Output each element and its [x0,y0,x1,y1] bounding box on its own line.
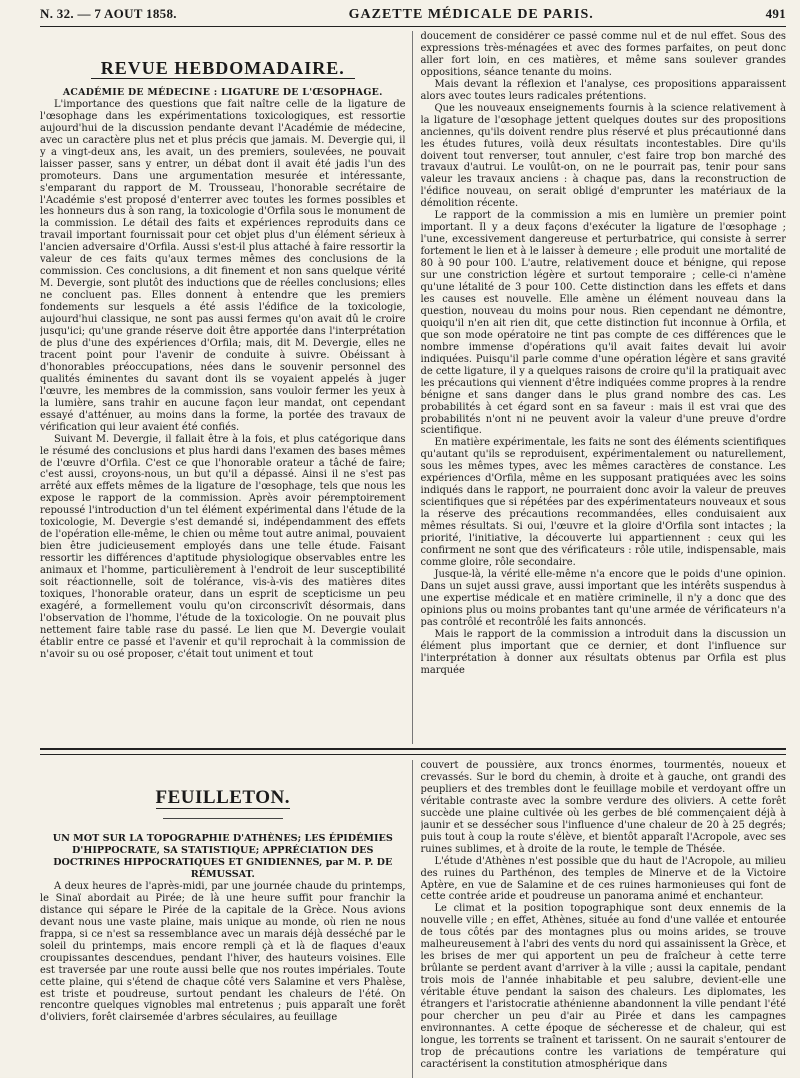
revue-paragraph: L'importance des questions que fait naître celle de la ligature de l'œsophage dans les expérimentations toxicologiques, est ressortie aujourd'hui de la discussion pendante devant l'Académie de médecine, avec un caractère plus net et plus précis que jamais. M. Devergie qui, il y a vingt-deux ans, les avait, un des premiers, soulevées, ne pouvait laisser passer, sans y entrer, un débat dont il avait été jadis l'un des promoteurs. Dans une argumentation mesurée et intéressante, s'emparant du rapport de M. Trousseau, l'honorable secrétaire de l'Académie s'est proposé d'enterrer avec toutes les formes possibles et les honneurs dus à son rang, la toxicologie d'Orfila sous le monument de la commission. Le détail des faits et expériences reproduits dans ce travail important fournissait pour cet objet plus d'un élément sérieux à l'ancien adversaire d'Orfila. Aussi s'est-il plus attaché à faire ressortir la valeur de ces faits qu'aux termes mêmes des conclusions de la commission. Ces conclusions, a dit finement et non sans quelque vérité M. Devergie, sont plutôt des inductions que de réelles conclusions; elles ne concluent pas. Elles donnent à entendre que les premiers fondements sur lesquels a été assis l'édifice de la toxicologie, aujourd'hui classique, ne sont pas aussi fermes qu'on avait dû le croire jusqu'ici; qu'une grande réserve doit être apportée dans l'interprétation de plus d'une des expériences d'Orfila; mais, dit M. Devergie, elles ne tracent point pour l'avenir de conduite à suivre. Obéissant à d'honorables préoccupations, nées dans le souvenir personnel des qualités éminentes du savant dont ils se voyaient appelés à juger l'œuvre, les membres de la commission, sans vouloir fermer les yeux à la lumière, sans trahir en aucune façon leur mandat, ont cependant essayé d'atténuer, au moins dans la forme, la portée des travaux de vérification qui leur avaient été confiés. [40,98,406,433]
revue-paragraph: Suivant M. Devergie, il fallait être à la fois, et plus catégorique dans le résumé des conclusions et plus hardi dans l'examen des bases mêmes de l'œuvre d'Orfila. C'est ce que l'honorable orateur a tâché de faire; c'est aussi, croyons-nous, un but qu'il a dépassé. Ainsi il ne s'est pas arrêté aux effets mêmes de la ligature de l'œsophage, tels que nous les expose le rapport de la commission. Après avoir péremptoirement repoussé l'introduction d'un tel élément expérimental dans l'étude de la toxicologie, M. Devergie s'est demandé si, indépendamment des effets de l'opération elle-même, le chien ou même tout autre animal, pouvaient bien être judicieusement employés dans une telle étude. Faisant ressortir les différences d'aptitude physiologique observables entre les animaux et l'homme, particulièrement à l'endroit de leur susceptibilité soit réactionnelle, soit de tolérance, vis-à-vis des matières dites toxiques, l'honorable orateur, dans un esprit de scepticisme un peu exagéré, a formellement voulu qu'on circonscrivît désormais, dans l'observation de l'homme, l'étude de la toxicologie. On ne pouvait plus nettement faire table rase du passé. Le lien que M. Devergie voulait établir entre ce passé et l'avenir et qu'il reprochait à la commission de n'avoir su ou osé proposer, c'était tout uniment et tout [40,433,406,660]
revue-paragraph: Mais le rapport de la commission a introduit dans la discussion un élément plus important que ce dernier, et dont l'influence sur l'interprétation à donner aux résultats obtenus par Orfila est plus marquée [420,628,786,676]
revue-paragraph: Jusque-là, la vérité elle-même n'a encore que le poids d'une opinion. Dans un sujet aussi grave, aussi important que les intérêts suspendus à une expertise médicale et en matière criminelle, il n'y a donc que des opinions plus ou moins probantes tant qu'une armée de vérificateurs n'a pas contrôlé et recontrôlé les faits annoncés. [420,568,786,628]
revue-paragraph: En matière expérimentale, les faits ne sont des éléments scientifiques qu'autant qu'ils se reproduisent, expérimentalement ou naturellement, sous les mêmes types, avec les mêmes caractères de constance. Les expériences d'Orfila, même en les supposant pratiquées avec les soins indiqués dans le rapport, ne pourraient donc avoir la valeur de preuves scientifiques que si répétées par des expérimentateurs nouveaux et sous la réserve des précautions recommandées, elles conduisaient aux mêmes résultats. Si oui, l'œuvre et la gloire d'Orfila sont intactes ; la priorité, l'initiative, la découverte lui appartiennent : ceux qui les confirment ne sont que des vérificateurs : rôle utile, indispensable, mais comme gloire, rôle secondaire. [420,437,786,568]
issue-date: N. 32. — 7 AOUT 1858. [40,6,177,21]
page-number: 491 [765,6,786,21]
feuilleton-paragraph: Le climat et la position topographique sont deux ennemis de la nouvelle ville ; en effet, Athènes, située au fond d'une vallée et entourée de tous côtés par des montagnes plus ou moins arides, se trouve malheureusement à l'abri des vents du nord qui assainissent la Grèce, et les brises de mer qui apportent un peu de fraîcheur à cette terre brûlante se perdent avant d'arriver à la ville ; aussi la capitale, pendant trois mois de l'année inhabitable et peu salubre, devient-elle une véritable étuve pendant la saison des chaleurs. Les diplomates, les étrangers et l'aristocratie athénienne abandonnent la ville pendant l'été pour chercher un peu d'air au Pirée et dans les campagnes environnantes. A cette époque de sécheresse et de chaleur, qui est longue, les torrents se traînent et tarissent. On ne saurait s'entourer de trop de précautions contre les variations de température qui caractérisent la constitution atmosphérique dans [420,903,786,1070]
feuilleton-paragraph: L'étude d'Athènes n'est possible que du haut de l'Acropole, au milieu des ruines du Parthénon, des temples de Minerve et de la Victoire Aptère, en vue de Salamine et de ces ruines harmonieuses qui font de cette contrée aride et poudreuse un panorama animé et enchanteur. [420,855,786,903]
revue-title: REVUE HEBDOMADAIRE. [40,63,406,75]
revue-paragraph: Mais devant la réflexion et l'analyse, ces propositions apparaissent alors avec toutes leurs radicales prétentions. [420,78,786,102]
feuilleton-section [40,760,786,1078]
revue-paragraph: Que les nouveaux enseignements fournis à la science relativement à la ligature de l'œsophage jettent quelques doutes sur des propositions anciennes, qu'ils doivent rendre plus réservé et plus précautionné dans les études futures, voilà deux résultats incontestables. Dire qu'ils doivent tout renverser, tout annuler, c'est faire trop bon marché des travaux d'autrui. Le voulût-on, on ne le pourrait pas, tenir pour sans valeur les travaux anciens : à chaque pas, dans la reconstruction de l'édifice nouveau, on serait obligé d'emprunter les matériaux de la démolition récente. [420,102,786,210]
journal-title: GAZETTE MÉDICALE DE PARIS. [348,7,594,22]
feuilleton-paragraph: A deux heures de l'après-midi, par une journée chaude du printemps, le Sinaï abordait au Pirée; de là une heure suffit pour franchir la distance qui sépare le Pirée de la capitale de la Grèce. Nous avions devant nous une vaste plaine, mais unique au monde, où rien ne nous frappa, si ce n'est sa ressemblance avec un marais déjà desséché par le soleil du printemps, mais encore rempli çà et là de flaques d'eaux croupissantes descendues, pendant l'hiver, des hauteurs voisines. Elle est traversée par une route aussi belle que nos routes impériales. Toute cette plaine, qui s'étend de chaque côté vers Salamine et vers Phalèse, est triste et poudreuse, surtout pendant les chaleurs de l'été. On rencontre quelques vignobles mal entretenus ; puis apparaît une forêt d'oliviers, forêt clairsemée d'arbres séculaires, au feuillage [40,880,406,1024]
feuilleton-left-column [40,760,413,1078]
revue-left-column [40,31,413,744]
page-header [40,6,786,27]
revue-section [40,31,786,744]
feuilleton-paragraph: couvert de poussière, aux troncs énormes, tourmentés, noueux et crevassés. Sur le bord du chemin, à droite et à gauche, ont grandi des peupliers et des trembles dont le feuillage mobile et verdoyant offre un véritable contraste avec la sombre verdure des oliviers. A cette forêt succède une plaine cultivée où les gerbes de blé commençaient déjà à jaunir et se dessécher sous l'influence d'une chaleur de 20 à 25 degrés; puis tout à coup la route s'élève, et bientôt apparaît l'Acropole, avec ses ruines sublimes, et à droite de la route, le temple de Thésée. [420,760,786,855]
feuilleton-title: FEUILLETON. [155,787,290,808]
revue-paragraph: doucement de considérer ce passé comme nul et de nul effet. Sous des expressions très-ménagées et avec des formes parfaites, on peut donc aller fort loin, en ces matières, et même sans soulever grandes oppositions, séance tenante du moins. [420,31,786,78]
revue-right-column [421,31,787,744]
feuilleton-right-column [421,760,787,1078]
revue-paragraph: Le rapport de la commission a mis en lumière un premier point important. Il y a deux façons d'exécuter la ligature de l'œsophage ; l'une, excessivement dangereuse et perturbatrice, qui consiste à serrer fortement le lien et à le laisser à demeure ; elle produit une mortalité de 80 à 90 pour 100. L'autre, relativement douce et bénigne, qui repose sur une constriction légère et surtout temporaire ; celle-ci n'amène qu'une létalité de 3 pour 100. Cette distinction dans les effets et dans les causes est nouvelle. Elle amène un élément nouveau dans la question, nouveau du moins pour nous. Rien cependant ne démontre, quoiqu'il n'en ait rien dit, que cette distinction fut inconnue à Orfila, et que son mode opératoire ne tint pas compte de ces différences que le nombre immense d'opérations qu'il avait faites devait lui avoir indiquées. Puisqu'il parle comme d'une opération légère et sans gravité de cette ligature, il y a quelques raisons de croire qu'il la pratiquait avec les précautions qui viennent d'être indiquées comme propres à la rendre bénigne et sans danger dans le plus grand nombre des cas. Les probabilités à cet égard sont en sa faveur : mais il est vrai que des probabilités n'ont ni ne peuvent avoir la valeur d'une preuve d'ordre scientifique. [420,210,786,437]
feuilleton-rule [163,818,283,819]
feuilleton-subtitle: UN MOT SUR LA TOPOGRAPHIE D'ATHÈNES; LES ÉPIDÉMIES D'HIPPOCRATE, SA STATISTIQUE; APPRÉCIATION DES DOCTRINES HIPPOCRATIQUES ET GNIDIENNES, par M. P. DE RÉMUSSAT. [52,832,393,880]
section-divider [40,748,786,755]
revue-subtitle: ACADÉMIE DE MÉDECINE : LIGATURE DE L'ŒSOPHAGE. [62,86,383,98]
